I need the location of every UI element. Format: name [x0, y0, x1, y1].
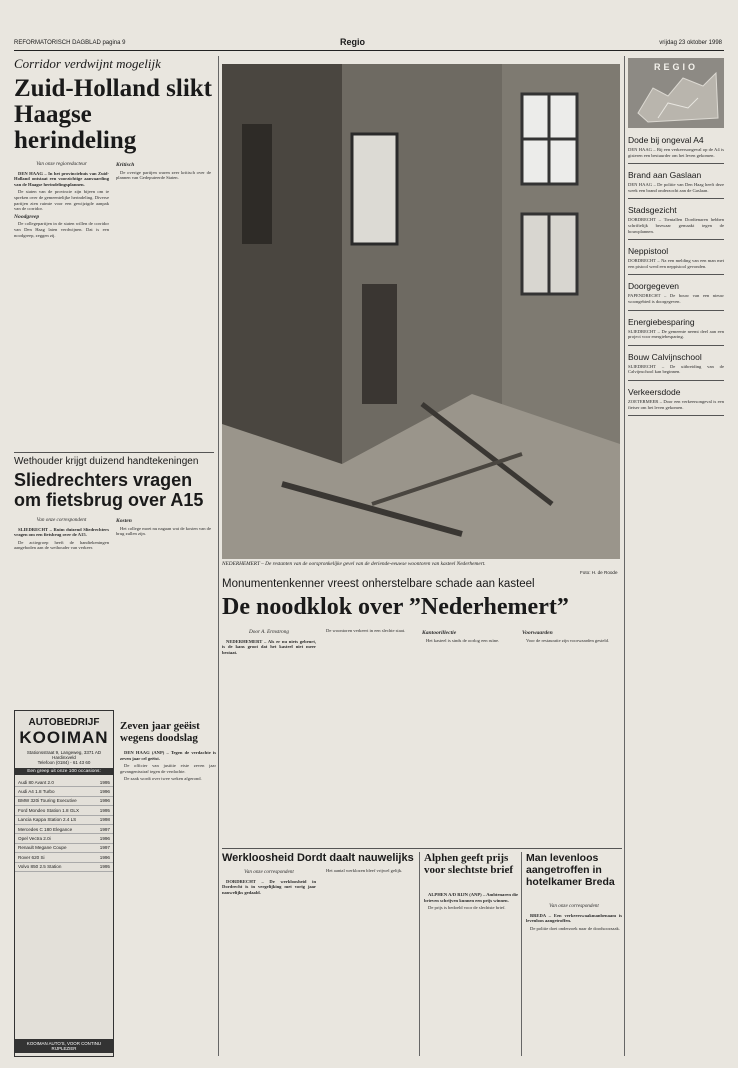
photo-caption: NEDERHEMERT – De restanten van de oorspronkelijke gevel van de deriende-eeuwse woontoren van kasteel Nederhemert.	[222, 561, 486, 567]
nh-paragraph: De woontoren verkeert in een slechte staat.	[326, 628, 406, 633]
sl-kicker: Wethouder krijgt duizend handtekeningen	[14, 456, 199, 467]
wd-lead: DORDRECHT – De werkloosheid in Dordrecht is in vergelijking met vorig jaar nauwelijks gedaald.	[222, 878, 316, 895]
ap-lead: ALPHEN A/D RIJN (ANP) – Ambtenaren die brieven schrijven kunnen een prijs winnen.	[424, 892, 518, 903]
wd-byline: Van onze correspondent	[244, 869, 294, 875]
bd-lead: BREDA – Een verkeerswaakmanbenaam is levenloos aangetroffen.	[526, 912, 622, 924]
nh-byline: Door A. Ermstrong	[249, 629, 289, 635]
ss-col	[120, 750, 216, 1055]
sidebar-title: REGIO	[653, 62, 698, 72]
nh-col-1	[222, 628, 316, 843]
wd-col-2	[322, 868, 416, 1055]
sidebar-brief	[628, 243, 724, 275]
car-model: Audi A4 1.8 Turbo	[18, 788, 55, 794]
sl-subhead: Kosten	[116, 518, 132, 524]
sidebar-brief	[628, 278, 724, 310]
sl-headline: Sliedrechters vragen om fietsbrug over A15	[14, 470, 204, 510]
nh-paragraph: Voor de restauratie zijn voorwaarden gesteld.	[526, 637, 610, 643]
nh-subhead-2: Voorwaarden	[522, 630, 553, 636]
zh-headline: Zuid-Holland slikt Haagse herindeling	[14, 75, 212, 154]
zh-byline: Van onze regioredacteur	[36, 161, 87, 167]
car-year: 1998	[99, 817, 110, 823]
sidebar-brief-headline: Dode bij ongeval A4	[628, 135, 704, 145]
car-listing-row	[15, 797, 113, 806]
car-model: BMW 320i Touring Executive	[18, 798, 77, 804]
zh-paragraph: De collegepartijen in de staten willen de corridor van Den Haag laten verdwijnen. Dat is een noodgreep, zeggen zij.	[14, 221, 109, 238]
car-listing-row	[15, 844, 113, 853]
sidebar-briefs	[628, 132, 724, 1056]
zh-col-1	[14, 160, 109, 448]
castle-photo	[222, 64, 620, 559]
car-model: Rover 620 Si	[18, 854, 45, 860]
car-listing-row	[15, 863, 113, 872]
car-year: 1996	[99, 798, 110, 804]
car-listing-row	[15, 853, 113, 862]
car-model: Audi 80 Avant 2.0	[18, 779, 54, 785]
sidebar-brief-headline: Bouw Calvijnschool	[628, 351, 702, 362]
ss-paragraph: De zaak wordt over twee weken afgerond.	[124, 776, 202, 782]
kooiman-advertisement	[14, 710, 114, 1057]
nh-col-2	[322, 628, 416, 843]
zh-lead: DEN HAAG – In het provinciehuis van Zuid-Holland ontstaat een voorzichtige aanvaarding van de Haagse herindelingsplannen.	[14, 170, 109, 187]
ad-title: AUTOBEDRIJF	[28, 717, 100, 728]
car-listing-row	[15, 834, 113, 843]
ap-headline: Alphen geeft prijs voor slechtste brief	[424, 852, 513, 876]
car-model: Ford Mondeo Station 1.8 GLX	[18, 807, 80, 813]
car-model: Renault Megane Coupe	[18, 845, 67, 851]
issue-date: vrijdag 23 oktober 1998	[659, 40, 722, 46]
car-listing-row	[15, 806, 113, 815]
ss-headline: Zeven jaar geëist wegens doodslag	[120, 720, 200, 744]
car-model: Mercedes C 180 Elegance	[18, 826, 73, 832]
sl-paragraph: De actiegroep heeft de handtekeningen aangeboden aan de wethouder van verkeer.	[14, 539, 109, 551]
ss-paragraph: De officier van justitie eiste zeven jaar gevangenisstraf tegen de verdachte.	[120, 763, 216, 774]
sidebar-brief-headline: Stadsgezicht	[628, 205, 677, 216]
car-year: 1996	[99, 835, 110, 841]
car-year: 1997	[99, 826, 110, 832]
sidebar-brief-text: DORDRECHT – Na een melding van een man met een pistool werd een neppistool gevonden.	[628, 258, 724, 269]
regio-map-banner	[628, 58, 724, 128]
sl-paragraph: Het college moet nu nagaan wat de kosten van de brug zullen zijn.	[116, 525, 211, 537]
nh-subhead: Kantoorillectie	[422, 630, 457, 636]
car-model: Opel Vectra 2.0i	[18, 835, 51, 841]
sidebar-brief-headline: Doorgegeven	[628, 281, 680, 292]
bd-headline: Man levenloos aangetroffen in hotelkamer Breda	[526, 852, 615, 888]
sidebar-brief-text: DEN HAAG – Bij een verkeersongeval op de A4 is gisteren een bestuurder om het leven gekomen.	[628, 147, 724, 158]
sidebar-brief	[628, 202, 724, 240]
sidebar-brief	[628, 349, 724, 381]
sidebar-brief-text: DORDRECHT – Tientallen Dordtenaren hebben schriftelijk bezwaar gemaakt tegen de bouwplannen.	[628, 217, 724, 234]
castle-ruin-image	[222, 64, 620, 559]
bd-paragraph: De politie doet onderzoek naar de doodsoorzaak.	[530, 925, 620, 931]
sidebar-brief-headline: Energiebesparing	[628, 316, 695, 327]
sidebar-brief-text: ZOETERMEER – Door een verkeersongeval is een fietser om het leven gekomen.	[628, 398, 724, 410]
car-year: 1995	[99, 864, 110, 870]
zh-subhead-2: Kritisch	[116, 162, 135, 168]
car-listing-row	[15, 825, 113, 834]
wd-col-1	[222, 868, 316, 1055]
wd-paragraph: Het aantal werklozen bleef vrijwel gelijk.	[326, 868, 403, 873]
zh-paragraph: De staten van de provincie zijn bijeen om te spreken over de gemeentelijke herindeling. Diverse partijen zien ruimte voor een gewijzigde aanpak van de corridor.	[14, 189, 109, 212]
ss-lead: DEN HAAG (ANP) – Tegen de verdachte is zeven jaar cel geëist.	[120, 750, 216, 761]
sidebar-brief-headline: Neppistool	[628, 246, 669, 257]
nh-col-3	[422, 628, 516, 843]
car-year: 1997	[99, 845, 110, 851]
zh-subhead: Noodgreep	[14, 213, 40, 220]
sidebar-brief-text: PAPENDRECHT – De bouw van een nieuw woongebied is doorgegeven.	[628, 293, 724, 304]
column-divider	[419, 852, 420, 1056]
bd-col	[526, 902, 622, 1055]
sidebar-brief	[628, 167, 724, 199]
paper-name: REFORMATORISCH DAGBLAD pagina 9	[14, 40, 126, 46]
sidebar-brief-text: DEN HAAG – De politie van Den Haag heeft deze week een brand onderzocht aan de Gaslaan.	[628, 182, 724, 193]
car-year: 1996	[99, 854, 110, 860]
zh-kicker: Corridor verdwijnt mogelijk	[14, 56, 161, 71]
zh-paragraph: De overige partijen waren zeer kritisch over de plannen van Gedeputeerde Staten.	[116, 169, 211, 181]
divider	[14, 452, 214, 453]
ad-phone: Telefoon (0184) - 61 43 60	[37, 760, 91, 765]
sidebar-brief-headline: Verkeersdode	[628, 386, 681, 397]
car-listing-row	[15, 816, 113, 825]
ap-paragraph: De prijs is bedoeld voor de slechtste brief.	[428, 905, 506, 911]
sidebar-brief	[628, 384, 724, 416]
nh-headline: De noodklok over ”Nederhemert”	[222, 594, 569, 620]
column-divider	[624, 56, 625, 1056]
car-model: Lancia Kappa Station 2.4 LS	[18, 817, 77, 823]
photo-credit: Foto: H. de Roode	[580, 570, 618, 575]
sidebar-brief	[628, 132, 724, 164]
sidebar-brief-text: SLIEDRECHT – De gemeente neemt deel aan een project voor energiebesparing.	[628, 328, 724, 340]
section-title: Regio	[340, 37, 366, 47]
ad-footer: KOOIMAN AUTO'S, VOOR CONTINU RIJPLEZIER	[15, 1039, 113, 1053]
sl-lead: SLIEDRECHT – Ruim duizend Sliedrechters vragen om een fietsbrug over de A15.	[14, 526, 109, 538]
nh-kicker: Monumentenkenner vreest onherstelbare schade aan kasteel	[222, 578, 535, 590]
car-listing-row	[15, 787, 113, 796]
nh-lead: NEDERHEMERT – Als er nu niets gebeurt, is de kans groot dat het kasteel niet meer bestaat.	[222, 638, 316, 655]
sidebar-brief-headline: Brand aan Gaslaan	[628, 170, 702, 181]
sl-byline: Van onze correspondent	[36, 517, 87, 523]
nh-col-4	[522, 628, 618, 843]
car-model: Volvo 850 2.5 Station	[18, 864, 62, 870]
ap-col	[424, 892, 518, 1055]
ad-address: Stationsstraat 9, Langeweg, 3371 AD Hardinxveld	[26, 750, 102, 760]
nh-paragraph: Het kasteel is sinds de oorlog een ruïne.	[426, 637, 500, 643]
car-year: 1996	[99, 788, 110, 794]
ad-brand: KOOIMAN	[19, 728, 109, 747]
column-divider	[218, 56, 219, 1056]
car-list	[15, 778, 113, 872]
sl-col-2	[116, 516, 211, 696]
sidebar-brief	[628, 314, 724, 346]
ad-promo: Een greep uit onze 100 occasions:	[15, 768, 113, 775]
column-divider	[521, 852, 522, 1056]
header-rule	[14, 50, 724, 51]
car-year: 1995	[99, 807, 110, 813]
zh-col-2	[116, 160, 211, 448]
sl-col-1	[14, 516, 109, 696]
car-year: 1995	[99, 779, 110, 785]
sidebar-brief-text: SLIEDRECHT – De uitbreiding van de Calvijnschool kan beginnen.	[628, 363, 724, 375]
wd-headline: Werkloosheid Dordt daalt nauwelijks	[222, 852, 414, 864]
bd-byline: Van onze correspondent	[549, 903, 599, 909]
divider	[222, 848, 622, 849]
car-listing-row	[15, 778, 113, 787]
